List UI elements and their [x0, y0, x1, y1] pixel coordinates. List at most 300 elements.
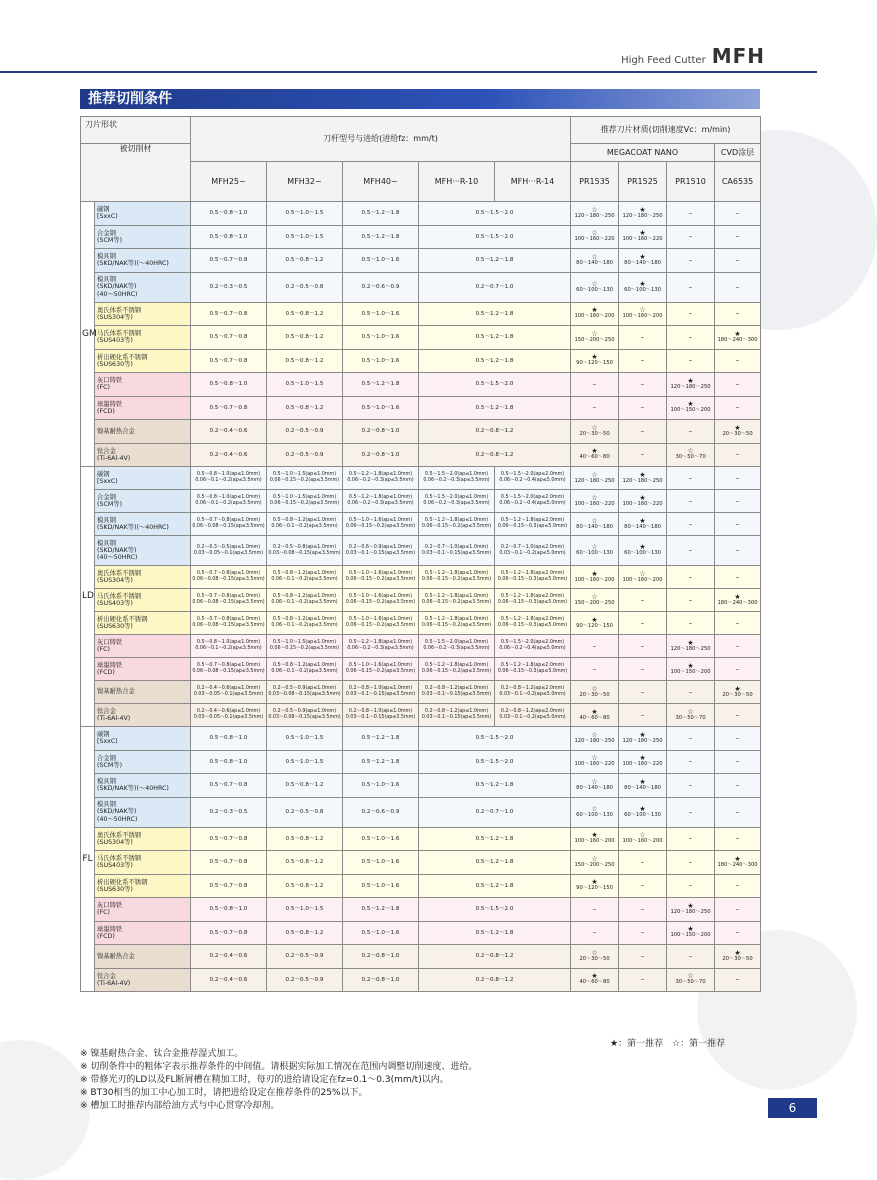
grade-cell: [715, 874, 761, 898]
feed-cell: 0.5～0.8～1.2: [267, 874, 343, 898]
table-row: [81, 750, 761, 774]
grade-cell: [715, 968, 761, 992]
dash-icon: –: [735, 780, 740, 789]
star-filled-icon: ★: [591, 353, 598, 362]
grade-cell: [715, 704, 761, 727]
grade-cell: [619, 513, 667, 536]
feed-cell: 0.2～0.7～1.0(ap≤1.0mm) 0.03～0.1～0.15(ap≤3.5mm): [419, 536, 495, 566]
grade-cell: [667, 774, 715, 798]
grade-cell: [715, 202, 761, 226]
grade-cell: [715, 536, 761, 566]
grade-cell: [667, 874, 715, 898]
feed-cell: 0.2～0.5～0.9: [267, 420, 343, 444]
star-outline-icon: ☆: [591, 423, 598, 432]
cutting-speed: 100～160～220: [622, 500, 663, 507]
dash-icon: –: [688, 572, 693, 581]
star-outline-icon: ☆: [687, 707, 694, 716]
table-row: [81, 536, 761, 566]
grade-header: PR1535: [571, 162, 619, 202]
grade-cell: [619, 373, 667, 397]
feed-cell: 0.5～0.7～0.8: [191, 851, 267, 875]
grade-cell: [667, 373, 715, 397]
table-row: [81, 945, 761, 969]
feed-cell: 0.2～0.4～0.6: [191, 420, 267, 444]
star-filled-icon: ★: [734, 423, 741, 432]
cutting-speed: 100～160～220: [574, 236, 615, 243]
feed-cell: 0.5～1.5～2.0(ap≤1.0mm) 0.06～0.2～0.3(ap≤3.5mm): [419, 467, 495, 490]
cutting-speed: 20～30～50: [722, 955, 753, 962]
dash-icon: –: [735, 403, 740, 412]
dash-icon: –: [688, 426, 693, 435]
grade-cell: [619, 272, 667, 302]
feed-cell: 0.5～1.0～1.5(ap≤1.0mm) 0.06～0.15～0.2(ap≤3.5mm): [267, 467, 343, 490]
grade-cell: [619, 827, 667, 851]
chipbreaker-group: LD: [81, 467, 95, 727]
feed-cell: 0.2～0.3～0.5(ap≤1.0mm) 0.03～0.05～0.1(ap≤3.5mm): [191, 536, 267, 566]
feed-cell: 0.5～1.2～1.8(ap≤1.0mm) 0.06～0.15～0.2(ap≤3.5mm): [419, 658, 495, 681]
cutting-speed: 90～120～150: [576, 622, 613, 629]
material-cell: 析出硬化系不锈钢 (SUS630等): [95, 349, 191, 373]
cutting-speed: 20～30～50: [579, 691, 610, 698]
grade-cell: [571, 968, 619, 992]
star-filled-icon: ★: [639, 730, 646, 739]
cutting-speed: 80～140～180: [624, 259, 661, 266]
dash-icon: –: [640, 664, 645, 673]
cutting-speed: 100～160～200: [622, 313, 663, 320]
cutting-speed: 90～120～150: [576, 360, 613, 367]
cutting-speed: 80～140～180: [624, 523, 661, 530]
cutting-speed: 150～200～250: [574, 336, 615, 343]
dash-icon: –: [688, 282, 693, 291]
grade-cell: [619, 750, 667, 774]
feed-cell: 0.5～1.5～2.0(ap≤2.0mm) 0.06～0.2～0.4(ap≤5.0mm): [495, 490, 571, 513]
dash-icon: –: [640, 687, 645, 696]
dash-icon: –: [688, 857, 693, 866]
grade-cell: [715, 589, 761, 612]
table-row: [81, 921, 761, 945]
feed-cell: 0.2～0.8～1.0: [343, 968, 419, 992]
grade-cell: [715, 302, 761, 326]
grade-cell: [619, 349, 667, 373]
table-row: [81, 249, 761, 273]
feed-cell: 0.5～0.8～1.0(ap≤1.0mm) 0.06～0.1～0.2(ap≤3.5mm): [191, 490, 267, 513]
grade-cell: [667, 326, 715, 350]
cutting-speed: 100～160～200: [574, 838, 615, 845]
dash-icon: –: [688, 473, 693, 482]
grade-cell: [715, 490, 761, 513]
page-header: [621, 44, 765, 70]
feed-cell: 0.2～0.8～1.2(ap≤2.0mm) 0.03～0.1～0.2(ap≤5.0mm): [495, 704, 571, 727]
material-cell: 奥氏体系不锈钢 (SUS304等): [95, 566, 191, 589]
grade-cell: [715, 420, 761, 444]
dash-icon: –: [735, 975, 740, 984]
feed-cell: 0.5～1.2～1.8(ap≤1.0mm) 0.06～0.15～0.2(ap≤3.5mm): [419, 589, 495, 612]
feed-cell: 0.5～1.5～2.0: [419, 898, 571, 922]
feed-cell: 0.5～1.5～2.0: [419, 225, 571, 249]
grade-cell: [715, 249, 761, 273]
dash-icon: –: [735, 834, 740, 843]
feed-cell: 0.2～0.5～0.9(ap≤1.0mm) 0.03～0.08～0.15(ap≤3.5mm): [267, 704, 343, 727]
material-cell: 析出硬化系不锈钢 (SUS630等): [95, 612, 191, 635]
grade-cell: [715, 513, 761, 536]
feed-cell: 0.5～0.8～1.2: [267, 249, 343, 273]
cutting-speed: 100～160～220: [574, 761, 615, 768]
table-row: [81, 373, 761, 397]
grade-cell: [667, 566, 715, 589]
feed-cell: 0.5～0.8～1.0: [191, 225, 267, 249]
grade-cell: [571, 272, 619, 302]
material-cell: 合金钢 (SCM等): [95, 750, 191, 774]
dash-icon: –: [640, 857, 645, 866]
star-filled-icon: ★: [639, 754, 646, 763]
cutting-speed: 120～180～250: [574, 737, 615, 744]
dash-icon: –: [735, 904, 740, 913]
grade-cell: [619, 326, 667, 350]
cutting-speed: 120～180～250: [670, 908, 711, 915]
cutting-speed: 100～160～200: [574, 576, 615, 583]
dash-icon: –: [688, 208, 693, 217]
feed-cell: 0.5～1.2～1.8: [343, 373, 419, 397]
grade-cell: [571, 612, 619, 635]
grade-cell: [619, 968, 667, 992]
background-decoration: [0, 1040, 90, 1180]
feed-cell: 0.2～0.8～1.2(ap≤1.0mm) 0.03～0.1～0.15(ap≤3.5mm): [419, 704, 495, 727]
grade-cell: [715, 443, 761, 467]
grade-cell: [571, 921, 619, 945]
grade-cell: [715, 658, 761, 681]
cutting-speed: 150～200～250: [574, 861, 615, 868]
dash-icon: –: [640, 332, 645, 341]
material-cell: 马氏体系不锈钢 (SUS403等): [95, 326, 191, 350]
star-filled-icon: ★: [687, 661, 694, 670]
feed-cell: 0.5～1.0～1.5: [267, 225, 343, 249]
feed-cell: 0.5～1.0～1.6(ap≤1.0mm) 0.06～0.15～0.2(ap≤3.5mm): [343, 658, 419, 681]
table-row: [81, 326, 761, 350]
dash-icon: –: [592, 641, 597, 650]
grade-cell: [571, 704, 619, 727]
material-cell: 碳钢 [SxxC): [95, 467, 191, 490]
cutting-speed: 80～140～180: [624, 784, 661, 791]
feed-cell: 0.5～0.8～1.2(ap≤1.0mm) 0.06～0.1～0.2(ap≤3.5mm): [267, 612, 343, 635]
grade-cell: [571, 898, 619, 922]
dash-icon: –: [688, 255, 693, 264]
grade-cell: [667, 658, 715, 681]
star-filled-icon: ★: [734, 948, 741, 957]
grade-cell: [571, 727, 619, 751]
dash-icon: –: [688, 757, 693, 766]
cutting-speed: 180～240～300: [717, 599, 758, 606]
grade-cell: [571, 396, 619, 420]
star-filled-icon: ★: [734, 854, 741, 863]
feed-cell: 0.5～1.0～1.6: [343, 827, 419, 851]
cutting-speed: 120～180～250: [670, 645, 711, 652]
grade-cell: [667, 968, 715, 992]
feed-cell: 0.5～1.0～1.6: [343, 326, 419, 350]
holder-header: MFH25~: [191, 162, 267, 202]
feed-cell: 0.5～0.7～0.8: [191, 921, 267, 945]
grade-cell: [715, 396, 761, 420]
star-filled-icon: ★: [639, 493, 646, 502]
feed-cell: 0.5～0.8～1.2: [267, 827, 343, 851]
feed-cell: 0.5～0.7～0.8: [191, 396, 267, 420]
grade-cell: [571, 513, 619, 536]
grade-cell: [619, 727, 667, 751]
star-outline-icon: ☆: [591, 516, 598, 525]
grade-cell: [667, 921, 715, 945]
grade-cell: [667, 443, 715, 467]
feed-cell: 0.5～1.2～1.8(ap≤2.0mm) 0.06～0.15～0.3(ap≤5.0mm): [495, 658, 571, 681]
grade-cell: [571, 658, 619, 681]
star-filled-icon: ★: [591, 569, 598, 578]
grade-cell: [667, 681, 715, 704]
feed-cell: 0.5～1.0～1.6: [343, 349, 419, 373]
grade-cell: [715, 945, 761, 969]
grade-cell: [715, 827, 761, 851]
dash-icon: –: [688, 618, 693, 627]
star-filled-icon: ★: [639, 205, 646, 214]
dash-icon: –: [735, 255, 740, 264]
feed-cell: 0.5～0.7～0.8: [191, 774, 267, 798]
grade-cell: [619, 658, 667, 681]
cutting-speed: 30～50～70: [675, 979, 706, 986]
dash-icon: –: [640, 403, 645, 412]
grade-header: CA6535: [715, 162, 761, 202]
chipbreaker-group: GM: [81, 202, 95, 467]
legend: ★：第一推荐 ☆：第一推荐: [610, 1039, 726, 1049]
table-row: [81, 727, 761, 751]
feed-cell: 0.5～0.7～0.8: [191, 874, 267, 898]
table-row: [81, 827, 761, 851]
dash-icon: –: [735, 733, 740, 742]
feed-cell: 0.5～1.2～1.8: [343, 202, 419, 226]
dash-icon: –: [735, 208, 740, 217]
star-outline-icon: ☆: [639, 569, 646, 578]
feed-cell: 0.2～0.6～0.9: [343, 797, 419, 827]
cutting-speed: 40～60～80: [579, 979, 610, 986]
feed-cell: 0.2～0.5～0.8: [267, 272, 343, 302]
star-filled-icon: ★: [591, 878, 598, 887]
table-row: [81, 513, 761, 536]
grade-cell: [667, 727, 715, 751]
cutting-speed: 120～180～250: [622, 477, 663, 484]
star-outline-icon: ☆: [591, 252, 598, 261]
feed-cell: 0.5～1.2～1.8(ap≤1.0mm) 0.06～0.2～0.3(ap≤3.5mm): [343, 467, 419, 490]
header-subtitle: High Feed Cutter: [621, 55, 706, 66]
star-outline-icon: ☆: [591, 205, 598, 214]
feed-cell: 0.5～1.2～1.8: [419, 851, 571, 875]
feed-cell: 0.2～0.3～0.5: [191, 797, 267, 827]
grade-cell: [667, 827, 715, 851]
dash-icon: –: [688, 780, 693, 789]
grade-cell: [667, 704, 715, 727]
cutting-speed: 90～120～150: [576, 885, 613, 892]
material-cell: 合金钢 (SCM等): [95, 490, 191, 513]
feed-cell: 0.2～0.8～1.2: [419, 968, 571, 992]
feed-cell: 0.2～0.4～0.6: [191, 968, 267, 992]
cutting-speed: 100～160～200: [622, 576, 663, 583]
star-outline-icon: ☆: [639, 831, 646, 840]
dash-icon: –: [688, 951, 693, 960]
star-filled-icon: ★: [687, 925, 694, 934]
grade-cell: [715, 373, 761, 397]
cutting-speed: 40～60～80: [579, 454, 610, 461]
holder-header: MFH32~: [267, 162, 343, 202]
grade-cell: [715, 349, 761, 373]
grade-cell: [619, 589, 667, 612]
feed-cell: 0.2～0.7～1.0: [419, 797, 571, 827]
feed-cell: 0.2～0.5～0.9: [267, 945, 343, 969]
dash-icon: –: [735, 757, 740, 766]
grade-cell: [715, 750, 761, 774]
feed-cell: 0.2～0.8～1.0: [343, 420, 419, 444]
grade-cell: [667, 467, 715, 490]
header-holder: 刀杆型号与进给(进给fz：mm/t): [191, 117, 571, 162]
table-row: [81, 396, 761, 420]
feed-cell: 0.2～0.6～0.9: [343, 272, 419, 302]
dash-icon: –: [735, 496, 740, 505]
cutting-speed: 180～240～300: [717, 861, 758, 868]
dash-icon: –: [688, 595, 693, 604]
feed-cell: 0.2～0.5～0.8(ap≤1.0mm) 0.03～0.08～0.15(ap≤3.5mm): [267, 536, 343, 566]
star-filled-icon: ★: [639, 516, 646, 525]
feed-cell: 0.5～0.8～1.2(ap≤1.0mm) 0.06～0.1～0.2(ap≤3.5mm): [267, 589, 343, 612]
grade-cell: [571, 827, 619, 851]
star-outline-icon: ☆: [591, 329, 598, 338]
grade-cell: [619, 202, 667, 226]
star-outline-icon: ☆: [687, 972, 694, 981]
cutting-speed: 60～100～130: [624, 550, 661, 557]
feed-cell: 0.5～1.2～1.8: [419, 249, 571, 273]
grade-cell: [619, 249, 667, 273]
star-outline-icon: ☆: [591, 279, 598, 288]
grade-cell: [571, 536, 619, 566]
table-row: [81, 272, 761, 302]
page-number: 6: [768, 1098, 817, 1118]
note-item: ※ 镍基耐热合金、钛合金推荐湿式加工。: [80, 1049, 244, 1059]
dash-icon: –: [688, 687, 693, 696]
grade-cell: [571, 589, 619, 612]
grade-cell: [571, 225, 619, 249]
table-row: [81, 658, 761, 681]
feed-cell: 0.5～0.7～0.8: [191, 326, 267, 350]
feed-cell: 0.2～0.8～1.2: [419, 443, 571, 467]
holder-header: MFH···R-14: [495, 162, 571, 202]
material-cell: 奥氏体系不锈钢 (SUS304等): [95, 302, 191, 326]
dash-icon: –: [688, 807, 693, 816]
dash-icon: –: [688, 496, 693, 505]
feed-cell: 0.2～0.4～0.6(ap≤1.0mm) 0.03～0.05～0.1(ap≤3.5mm): [191, 704, 267, 727]
cutting-speed: 120～180～250: [574, 212, 615, 219]
feed-cell: 0.5～1.2～1.8: [419, 874, 571, 898]
cutting-speed: 20～30～50: [722, 691, 753, 698]
feed-cell: 0.5～1.2～1.8: [419, 774, 571, 798]
material-cell: 灰口铸铁 (FC): [95, 373, 191, 397]
material-cell: 球墨铸铁 (FCD): [95, 396, 191, 420]
dash-icon: –: [688, 232, 693, 241]
grade-cell: [571, 373, 619, 397]
star-filled-icon: ★: [591, 447, 598, 456]
grade-cell: [619, 681, 667, 704]
feed-cell: 0.5～0.8～1.2(ap≤1.0mm) 0.06～0.1～0.2(ap≤3.5mm): [267, 658, 343, 681]
feed-cell: 0.5～1.0～1.6: [343, 302, 419, 326]
dash-icon: –: [735, 546, 740, 554]
feed-cell: 0.5～0.8～1.2(ap≤1.0mm) 0.06～0.1～0.2(ap≤3.5mm): [267, 513, 343, 536]
dash-icon: –: [640, 595, 645, 604]
grade-cell: [715, 851, 761, 875]
cutting-speed: 100～150～200: [670, 932, 711, 939]
dash-icon: –: [688, 356, 693, 365]
material-cell: 钛合金 (Ti-6Al-4V): [95, 443, 191, 467]
feed-cell: 0.5～1.5～2.0: [419, 202, 571, 226]
grade-cell: [715, 566, 761, 589]
grade-cell: [667, 898, 715, 922]
grade-cell: [667, 225, 715, 249]
cutting-speed: 100～150～200: [670, 407, 711, 414]
grade-cell: [715, 898, 761, 922]
feed-cell: 0.5～0.8～1.2: [267, 396, 343, 420]
material-cell: 模具钢 (SKD/NAK等) (40～50HRC): [95, 536, 191, 566]
feed-cell: 0.5～0.8～1.2: [267, 851, 343, 875]
grade-cell: [571, 467, 619, 490]
feed-cell: 0.5～0.7～0.8: [191, 349, 267, 373]
feed-cell: 0.2～0.5～0.9(ap≤1.0mm) 0.03～0.08～0.15(ap≤3.5mm): [267, 681, 343, 704]
feed-cell: 0.5～0.7～0.8(ap≤1.0mm) 0.06～0.08～0.15(ap≤3.5mm): [191, 513, 267, 536]
cutting-speed: 60～100～130: [624, 286, 661, 293]
grade-cell: [619, 490, 667, 513]
cutting-speed: 20～30～50: [722, 430, 753, 437]
grade-cell: [619, 566, 667, 589]
grade-cell: [571, 774, 619, 798]
feed-cell: 0.5～1.0～1.6(ap≤1.0mm) 0.06～0.15～0.2(ap≤3.5mm): [343, 566, 419, 589]
dash-icon: –: [735, 710, 740, 719]
feed-cell: 0.5～1.0～1.5(ap≤1.0mm) 0.06～0.15～0.2(ap≤3.5mm): [267, 635, 343, 658]
star-filled-icon: ★: [639, 229, 646, 238]
chipbreaker-group: FL: [81, 727, 95, 992]
star-outline-icon: ☆: [591, 804, 598, 813]
grade-cell: [619, 536, 667, 566]
star-filled-icon: ★: [687, 901, 694, 910]
feed-cell: 0.5～1.0～1.6: [343, 396, 419, 420]
star-filled-icon: ★: [734, 684, 741, 693]
grade-cell: [571, 249, 619, 273]
cutting-speed: 80～140～180: [576, 259, 613, 266]
holder-header: MFH···R-10: [419, 162, 495, 202]
material-cell: 球墨铸铁 (FCD): [95, 921, 191, 945]
grade-cell: [619, 851, 667, 875]
cutting-speed: 80～140～180: [576, 784, 613, 791]
grade-header: PR1525: [619, 162, 667, 202]
feed-cell: 0.5～1.0～1.6: [343, 851, 419, 875]
star-filled-icon: ★: [591, 972, 598, 981]
feed-cell: 0.2～0.5～0.8: [267, 797, 343, 827]
material-cell: 模具钢 (SKD/NAK等)(～40HRC): [95, 774, 191, 798]
dash-icon: –: [640, 881, 645, 890]
feed-cell: 0.5～0.8～1.0: [191, 898, 267, 922]
holder-header: MFH40~: [343, 162, 419, 202]
grade-cell: [667, 635, 715, 658]
grade-cell: [715, 774, 761, 798]
dash-icon: –: [640, 426, 645, 435]
dash-icon: –: [640, 928, 645, 937]
cutting-speed: 80～140～180: [576, 523, 613, 530]
grade-cell: [715, 612, 761, 635]
feed-cell: 0.5～1.0～1.5: [267, 750, 343, 774]
feed-cell: 0.2～0.8～1.2(ap≤1.0mm) 0.03～0.1～0.15(ap≤3.5mm): [419, 681, 495, 704]
material-cell: 模具钢 (SKD/NAK等) (40～50HRC): [95, 272, 191, 302]
feed-cell: 0.5～1.0～1.6: [343, 921, 419, 945]
star-outline-icon: ☆: [591, 592, 598, 601]
star-filled-icon: ★: [734, 329, 741, 338]
